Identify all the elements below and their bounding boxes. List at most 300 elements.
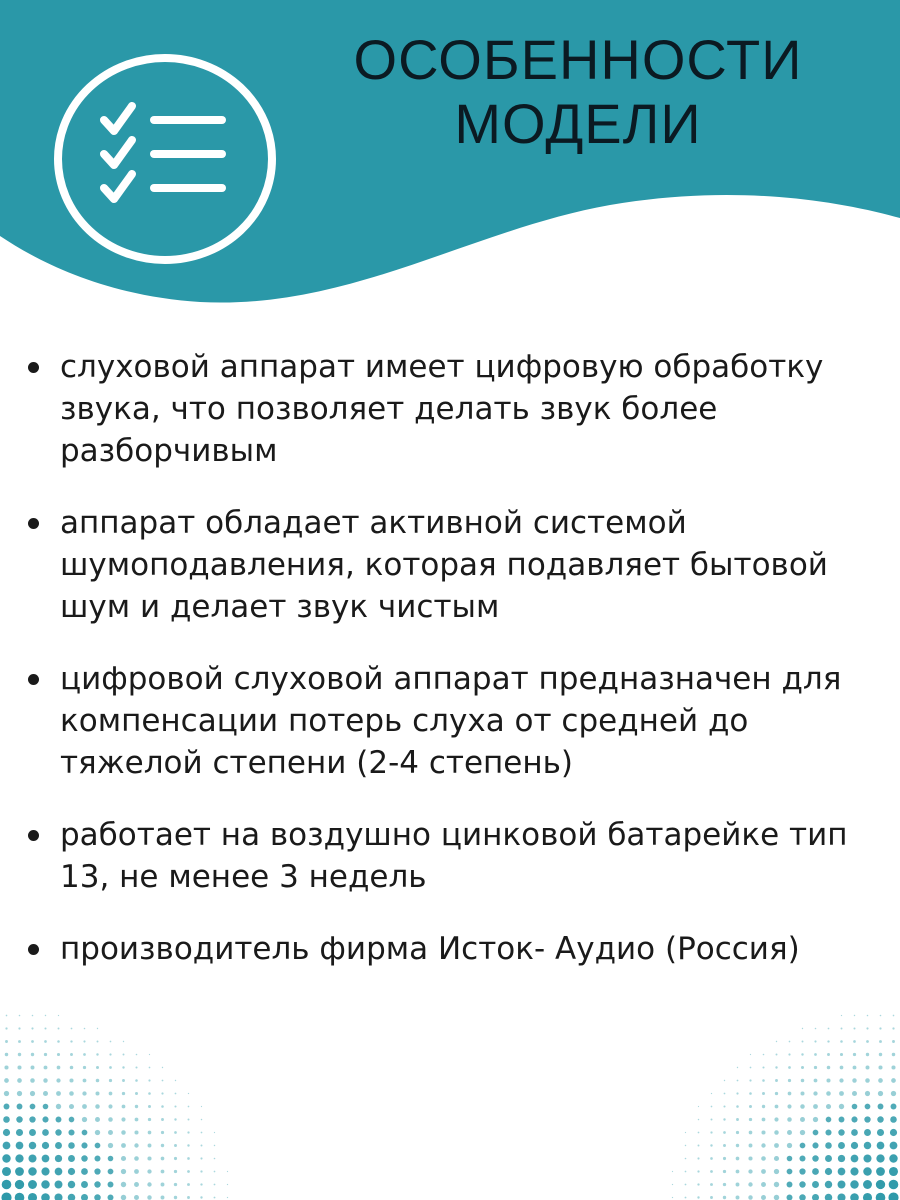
halftone-dot — [136, 1054, 138, 1056]
halftone-dot — [4, 1065, 8, 1069]
halftone-dot — [890, 1129, 897, 1136]
halftone-dot — [32, 1015, 34, 1017]
halftone-dot — [123, 1041, 124, 1042]
halftone-dot — [825, 1194, 833, 1200]
halftone-dot — [108, 1182, 114, 1188]
checklist-icon — [52, 54, 278, 264]
halftone-dot — [800, 1130, 805, 1135]
halftone-dot — [123, 1054, 125, 1056]
halftone-dot — [775, 1079, 778, 1082]
list-item-text: аппарат обладает активной системой шумоподавления, которая подавляет бытовой шум и делает звук чистым — [60, 505, 828, 625]
halftone-dot — [723, 1183, 726, 1186]
halftone-dot — [878, 1078, 883, 1083]
halftone-dot — [108, 1143, 113, 1148]
halftone-dot — [28, 1167, 37, 1176]
halftone-dot — [55, 1168, 63, 1176]
halftone-dot — [889, 1167, 898, 1176]
halftone-dot — [672, 1171, 673, 1172]
halftone-dot — [2, 1154, 10, 1162]
halftone-dot — [697, 1157, 699, 1159]
halftone-dot — [787, 1182, 793, 1188]
halftone-dot — [135, 1105, 138, 1108]
halftone-dot — [813, 1117, 818, 1122]
halftone-dot — [851, 1155, 859, 1163]
halftone-dot — [148, 1144, 152, 1148]
halftone-dot — [877, 1142, 885, 1150]
halftone-dot — [838, 1181, 846, 1189]
halftone-dot — [42, 1116, 48, 1122]
halftone-dot — [812, 1155, 819, 1162]
title-line-1: ОСОБЕННОСТИ — [353, 28, 803, 91]
halftone-dot — [81, 1194, 88, 1200]
halftone-dot — [711, 1106, 713, 1108]
halftone-dot — [866, 1027, 868, 1029]
halftone-dot — [42, 1155, 50, 1163]
halftone-dot — [812, 1168, 819, 1175]
halftone-dot — [121, 1169, 126, 1174]
halftone-dot — [109, 1092, 113, 1096]
halftone-dot — [685, 1197, 687, 1199]
halftone-dot — [864, 1116, 870, 1122]
halftone-dot — [68, 1181, 75, 1188]
halftone-dot — [15, 1167, 24, 1176]
halftone-dot — [200, 1170, 202, 1172]
halftone-dot — [787, 1156, 793, 1162]
halftone-dot — [776, 1054, 778, 1056]
halftone-dot — [750, 1067, 752, 1069]
halftone-dot — [787, 1130, 792, 1135]
halftone-dot — [890, 1142, 898, 1150]
halftone-dot — [56, 1117, 62, 1123]
halftone-dot — [45, 1015, 46, 1016]
halftone-dot — [863, 1193, 872, 1200]
halftone-dot — [174, 1105, 176, 1107]
halftone-dot — [3, 1129, 10, 1136]
halftone-dot — [866, 1053, 869, 1056]
halftone-dot — [174, 1131, 177, 1134]
halftone-dot — [877, 1116, 884, 1123]
halftone-dot — [697, 1183, 699, 1185]
halftone-dot — [749, 1118, 752, 1121]
halftone-dot — [825, 1168, 832, 1175]
halftone-dot — [121, 1117, 125, 1121]
halftone-dot — [95, 1130, 100, 1135]
halftone-dot — [3, 1116, 10, 1123]
halftone-dot — [787, 1104, 791, 1108]
halftone-dot — [55, 1142, 62, 1149]
halftone-dot — [134, 1130, 138, 1134]
halftone-dot — [187, 1183, 190, 1186]
halftone-dot — [108, 1169, 114, 1175]
halftone-dot — [56, 1104, 61, 1109]
halftone-dot — [812, 1181, 819, 1188]
halftone-dot — [147, 1169, 151, 1173]
halftone-dot — [201, 1132, 203, 1134]
halftone-dot — [175, 1093, 177, 1095]
bullet-icon — [28, 944, 39, 955]
halftone-dot — [724, 1080, 725, 1081]
halftone-dot — [761, 1156, 766, 1161]
halftone-dot — [864, 1129, 871, 1136]
halftone-dot — [200, 1183, 202, 1185]
halftone-dot — [864, 1142, 872, 1150]
halftone-dot — [70, 1053, 73, 1056]
halftone-dot — [42, 1129, 49, 1136]
halftone-dot — [723, 1118, 725, 1120]
halftone-dot — [723, 1196, 726, 1199]
halftone-dot — [672, 1184, 673, 1185]
halftone-dot — [69, 1091, 74, 1096]
halftone-dot — [685, 1132, 686, 1133]
halftone-dot — [776, 1041, 777, 1042]
halftone-dot — [762, 1118, 766, 1122]
halftone-dot — [188, 1119, 190, 1121]
halftone-dot — [876, 1193, 886, 1200]
halftone-dot — [736, 1144, 739, 1147]
halftone-dot — [863, 1154, 871, 1162]
halftone-dot — [736, 1118, 739, 1121]
halftone-dot — [81, 1142, 87, 1148]
halftone-dot — [122, 1092, 125, 1095]
halftone-dot — [775, 1092, 778, 1095]
halftone-dot — [749, 1079, 751, 1081]
halftone-dot — [82, 1130, 88, 1136]
halftone-dot — [774, 1117, 778, 1121]
halftone-dot — [826, 1117, 832, 1123]
halftone-dot — [161, 1118, 164, 1121]
halftone-dot — [840, 1066, 844, 1070]
halftone-dot — [800, 1143, 806, 1149]
halftone-dot — [866, 1040, 869, 1043]
halftone-dot — [892, 1027, 894, 1029]
halftone-dot — [17, 1104, 23, 1110]
halftone-dot — [18, 1040, 21, 1043]
halftone-dot — [750, 1054, 751, 1055]
halftone-dot — [801, 1079, 805, 1083]
halftone-dot — [711, 1119, 713, 1121]
halftone-dot — [82, 1091, 86, 1095]
list-item — [22, 346, 878, 472]
halftone-dot — [854, 1015, 855, 1016]
halftone-dot — [68, 1168, 75, 1175]
halftone-dot — [43, 1078, 47, 1082]
halftone-dot — [826, 1078, 830, 1082]
halftone-dot — [710, 1170, 713, 1173]
halftone-dot — [68, 1142, 75, 1149]
halftone-dot — [28, 1193, 37, 1200]
halftone-dot — [68, 1194, 76, 1200]
halftone-dot — [187, 1170, 190, 1173]
halftone-dot — [853, 1040, 856, 1043]
halftone-dot — [162, 1067, 163, 1068]
halftone-dot — [788, 1092, 792, 1096]
halftone-dot — [800, 1091, 804, 1095]
halftone-dot — [789, 1041, 791, 1043]
halftone-dot — [736, 1157, 740, 1161]
halftone-dot — [201, 1119, 203, 1121]
halftone-dot — [121, 1130, 126, 1135]
halftone-dot — [825, 1155, 832, 1162]
halftone-dot — [68, 1155, 75, 1162]
halftone-dot — [852, 1091, 857, 1096]
halftone-dot — [81, 1155, 88, 1162]
halftone-dot — [774, 1156, 779, 1161]
halftone-dot — [108, 1195, 114, 1200]
halftone-dot — [201, 1106, 202, 1107]
halftone-dot — [227, 1171, 228, 1172]
halftone-dot — [710, 1183, 713, 1186]
halftone-dot — [801, 1066, 804, 1069]
halftone-dot — [825, 1142, 832, 1149]
halftone-dot — [888, 1192, 898, 1200]
halftone-dot — [28, 1180, 37, 1189]
halftone-dot — [84, 1028, 86, 1030]
halftone-dot — [763, 1054, 765, 1056]
halftone-dot — [149, 1067, 151, 1069]
halftone-dot — [121, 1143, 126, 1148]
halftone-dot — [83, 1066, 86, 1069]
halftone-dot — [814, 1066, 817, 1069]
halftone-dot — [81, 1181, 88, 1188]
list-item — [22, 814, 878, 898]
halftone-dot — [83, 1040, 85, 1042]
halftone-dot — [685, 1158, 687, 1160]
halftone-dot — [97, 1028, 98, 1029]
halftone-dots-right — [640, 970, 900, 1200]
halftone-dot — [723, 1157, 726, 1160]
halftone-dot — [134, 1156, 139, 1161]
halftone-dot — [214, 1132, 215, 1133]
halftone-dot — [15, 1193, 25, 1200]
halftone-dot — [4, 1091, 9, 1096]
halftone-dot — [685, 1171, 687, 1173]
halftone-dot — [121, 1195, 126, 1200]
halftone-dot — [57, 1066, 61, 1070]
halftone-dot — [3, 1142, 11, 1150]
halftone-dot — [788, 1079, 791, 1082]
halftone-dot — [44, 1027, 46, 1029]
halftone-dot — [840, 1053, 843, 1056]
halftone-dot — [109, 1066, 112, 1069]
halftone-dot — [762, 1092, 765, 1095]
halftone-dot — [852, 1078, 856, 1082]
halftone-dot — [880, 1015, 882, 1017]
halftone-dot — [122, 1066, 124, 1068]
halftone-dot — [175, 1080, 176, 1081]
halftone-dot — [698, 1106, 699, 1107]
halftone-dot — [94, 1181, 100, 1187]
halftone-dot — [815, 1028, 817, 1030]
halftone-dot — [174, 1183, 177, 1186]
halftone-dot — [56, 1091, 61, 1096]
halftone-dot — [825, 1129, 831, 1135]
halftone-dot — [188, 1093, 189, 1094]
halftone-dot — [748, 1156, 752, 1160]
list-item-text: производитель фирма Исток- Аудио (Россия) — [60, 931, 800, 967]
halftone-dot — [828, 1028, 830, 1030]
halftone-dot — [724, 1093, 726, 1095]
halftone-dot — [850, 1193, 859, 1200]
halftone-dot — [878, 1091, 883, 1096]
halftone-dot — [748, 1182, 752, 1186]
halftone-dot — [31, 1040, 34, 1043]
halftone-dot — [174, 1196, 177, 1199]
title-line-2: МОДЕЛИ — [454, 92, 702, 155]
halftone-dot — [685, 1145, 686, 1146]
halftone-dot — [853, 1066, 857, 1070]
halftone-dot — [44, 1053, 47, 1056]
halftone-dot — [44, 1040, 47, 1043]
halftone-dot — [148, 1105, 151, 1108]
halftone-dot — [813, 1091, 817, 1095]
halftone-dot — [865, 1091, 870, 1096]
halftone-dot — [82, 1104, 87, 1109]
halftone-dot — [865, 1104, 871, 1110]
halftone-dot — [893, 1015, 895, 1017]
bullet-icon — [28, 830, 39, 841]
halftone-dot — [41, 1180, 49, 1188]
halftone-dot — [30, 1104, 36, 1110]
halftone-dot — [891, 1078, 896, 1083]
halftone-dot — [41, 1193, 50, 1200]
halftone-dot — [56, 1078, 60, 1082]
halftone-dot — [749, 1131, 753, 1135]
feature-list — [22, 346, 878, 1000]
halftone-dot — [18, 1053, 21, 1056]
halftone-dot — [42, 1142, 49, 1149]
halftone-dot — [800, 1117, 805, 1122]
halftone-dot — [710, 1196, 713, 1199]
halftone-dot — [200, 1196, 202, 1198]
halftone-dot — [839, 1117, 845, 1123]
halftone-dot — [853, 1053, 856, 1056]
halftone-dot — [762, 1066, 764, 1068]
halftone-dot — [147, 1182, 151, 1186]
halftone-dot — [187, 1144, 189, 1146]
halftone-dot — [161, 1196, 165, 1200]
halftone-dot — [838, 1168, 846, 1176]
halftone-dot — [787, 1195, 793, 1200]
halftone-dot — [54, 1193, 62, 1200]
halftone-dot — [787, 1117, 792, 1122]
halftone-dot — [95, 1143, 101, 1149]
halftone-dot — [17, 1091, 22, 1096]
halftone-dot — [161, 1144, 164, 1147]
halftone-dot — [749, 1144, 753, 1148]
halftone-dot — [214, 1158, 216, 1160]
halftone-dot — [71, 1028, 73, 1030]
halftone-dot — [17, 1078, 22, 1083]
halftone-dot — [879, 1053, 882, 1056]
halftone-dot — [97, 1041, 99, 1043]
halftone-dot — [43, 1091, 48, 1096]
list-item — [22, 928, 878, 970]
list-item-text: слуховой аппарат имеет цифровую обработку звука, что позволяет делать звук более разборчивым — [60, 349, 824, 469]
halftone-dot — [134, 1195, 139, 1200]
halftone-dot — [774, 1169, 779, 1174]
halftone-dot — [147, 1156, 151, 1160]
halftone-dot — [761, 1182, 766, 1187]
halftone-dot — [108, 1156, 114, 1162]
halftone-dot — [838, 1129, 844, 1135]
halftone-dot — [161, 1157, 165, 1161]
halftone-dot — [55, 1155, 62, 1162]
halftone-dot — [58, 1015, 59, 1016]
halftone-dot — [800, 1104, 805, 1109]
halftone-dot — [4, 1078, 9, 1083]
halftone-dot — [96, 1079, 100, 1083]
halftone-dot — [135, 1079, 138, 1082]
halftone-dot — [134, 1143, 138, 1147]
halftone-dot — [69, 1117, 75, 1123]
halftone-dot — [826, 1104, 831, 1109]
halftone-dot — [31, 1066, 35, 1070]
halftone-dot — [188, 1106, 190, 1108]
halftone-dot — [110, 1041, 112, 1043]
halftone-dot — [827, 1066, 831, 1070]
halftone-dot — [121, 1182, 126, 1187]
bullet-icon — [28, 362, 39, 373]
halftone-dot — [867, 1015, 869, 1017]
halftone-dot — [69, 1078, 73, 1082]
halftone-dot — [109, 1079, 112, 1082]
halftone-dot — [748, 1195, 752, 1199]
halftone-dot — [29, 1116, 35, 1122]
halftone-dot — [710, 1157, 713, 1160]
halftone-dot — [788, 1066, 791, 1069]
halftone-dot — [774, 1130, 779, 1135]
list-item-text: работает на воздушно цинковой батарейке тип 13, не менее 3 недель — [60, 817, 848, 895]
halftone-dot — [774, 1143, 779, 1148]
halftone-dot — [187, 1157, 190, 1160]
halftone-dot — [736, 1183, 740, 1187]
halftone-dot — [201, 1145, 203, 1147]
halftone-dot — [200, 1157, 202, 1159]
halftone-dot — [187, 1131, 189, 1133]
halftone-dot — [135, 1092, 138, 1095]
bullet-icon — [28, 674, 39, 685]
halftone-dot — [736, 1170, 740, 1174]
halftone-dot — [851, 1129, 858, 1136]
halftone-dot — [876, 1180, 885, 1189]
halftone-dot — [876, 1154, 884, 1162]
halftone-dot — [43, 1104, 49, 1110]
halftone-dot — [851, 1142, 858, 1149]
halftone-dot — [55, 1181, 63, 1189]
halftone-dot — [227, 1197, 228, 1198]
halftone-dot — [736, 1105, 739, 1108]
halftone-dot — [30, 1078, 35, 1083]
halftone-dot — [761, 1130, 765, 1134]
halftone-dot — [748, 1169, 752, 1173]
halftone-dot — [94, 1155, 100, 1161]
halftone-dot — [96, 1053, 98, 1055]
halftone-dot — [108, 1130, 113, 1135]
halftone-dot — [799, 1194, 806, 1200]
halftone-dot — [787, 1143, 792, 1148]
halftone-dot — [812, 1142, 818, 1148]
halftone-dot — [762, 1105, 765, 1108]
halftone-dot — [802, 1028, 803, 1029]
halftone-dot — [866, 1066, 870, 1070]
halftone-dot — [736, 1092, 738, 1094]
halftone-dot — [802, 1041, 804, 1043]
halftone-dot — [57, 1053, 60, 1056]
halftone-dot — [736, 1196, 740, 1200]
halftone-dot — [697, 1170, 699, 1172]
halftone-dot — [839, 1091, 844, 1096]
halftone-dot — [161, 1105, 164, 1108]
